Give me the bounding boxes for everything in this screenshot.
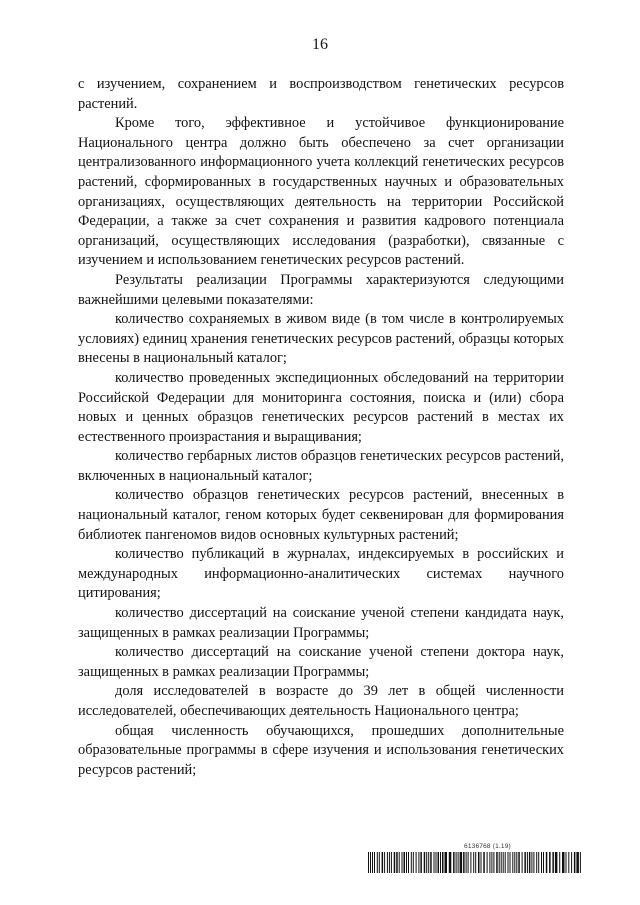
page-number: 16 xyxy=(312,36,328,53)
paragraph: количество сохраняемых в живом виде (в том числе в контролируемых условиях) единиц хранения генетических ресурсов растений, образцы которых внесены в национальный каталог; xyxy=(78,311,564,367)
paragraph: доля исследователей в возрасте до 39 лет в общей численности исследователей, обеспечивающих деятельность Национального центра; xyxy=(78,683,564,719)
paragraph: количество диссертаций на соискание ученой степени доктора наук, защищенных в рамках реализации Программы; xyxy=(78,644,564,680)
paragraph: количество гербарных листов образцов генетических ресурсов растений, включенных в национальный каталог; xyxy=(78,448,564,484)
paragraph: количество публикаций в журналах, индексируемых в российских и международных информационно-аналитических системах научного цитирования; xyxy=(78,546,564,602)
paragraph: количество проведенных экспедиционных обследований на территории Российской Федерации для мониторинга состояния, поиска и (или) сбора новых и ценных образцов генетических ресурсов растений в местах их естественного произрастания и выращивания; xyxy=(78,369,564,445)
paragraph: количество образцов генетических ресурсов растений, внесенных в национальный каталог, геном которых будет секвенирован для формирования библиотек пангеномов видов основных культурных растений; xyxy=(78,487,564,543)
paragraph: Кроме того, эффективное и устойчивое функционирование Национального центра должно быть обеспечено за счет организации централизованного информационного учета коллекций генетических ресурсов растений, сформированных в государственных научных и образовательных организациях, осуществляющих деятельность на территории Российской Федерации, а также за счет сохранения и развития кадрового потенциала организаций, осуществляющих исследования (разработки), связанные с изучением и использованием генетических ресурсов растений. xyxy=(78,115,564,269)
paragraph: Результаты реализации Программы характеризуются следующими важнейшими целевыми показателями: xyxy=(78,271,564,308)
paragraph: количество диссертаций на соискание ученой степени кандидата наук, защищенных в рамках реализации Программы; xyxy=(78,605,564,641)
barcode xyxy=(368,852,582,873)
paragraph: с изучением, сохранением и воспроизводством генетических ресурсов растений. xyxy=(78,76,564,112)
body-text xyxy=(78,75,564,780)
paragraph: общая численность обучающихся, прошедших дополнительные образовательные программы в сфере изучения и использования генетических ресурсов растений; xyxy=(78,722,564,778)
document-stamp-code: 6136768 (1.19) xyxy=(464,843,511,850)
